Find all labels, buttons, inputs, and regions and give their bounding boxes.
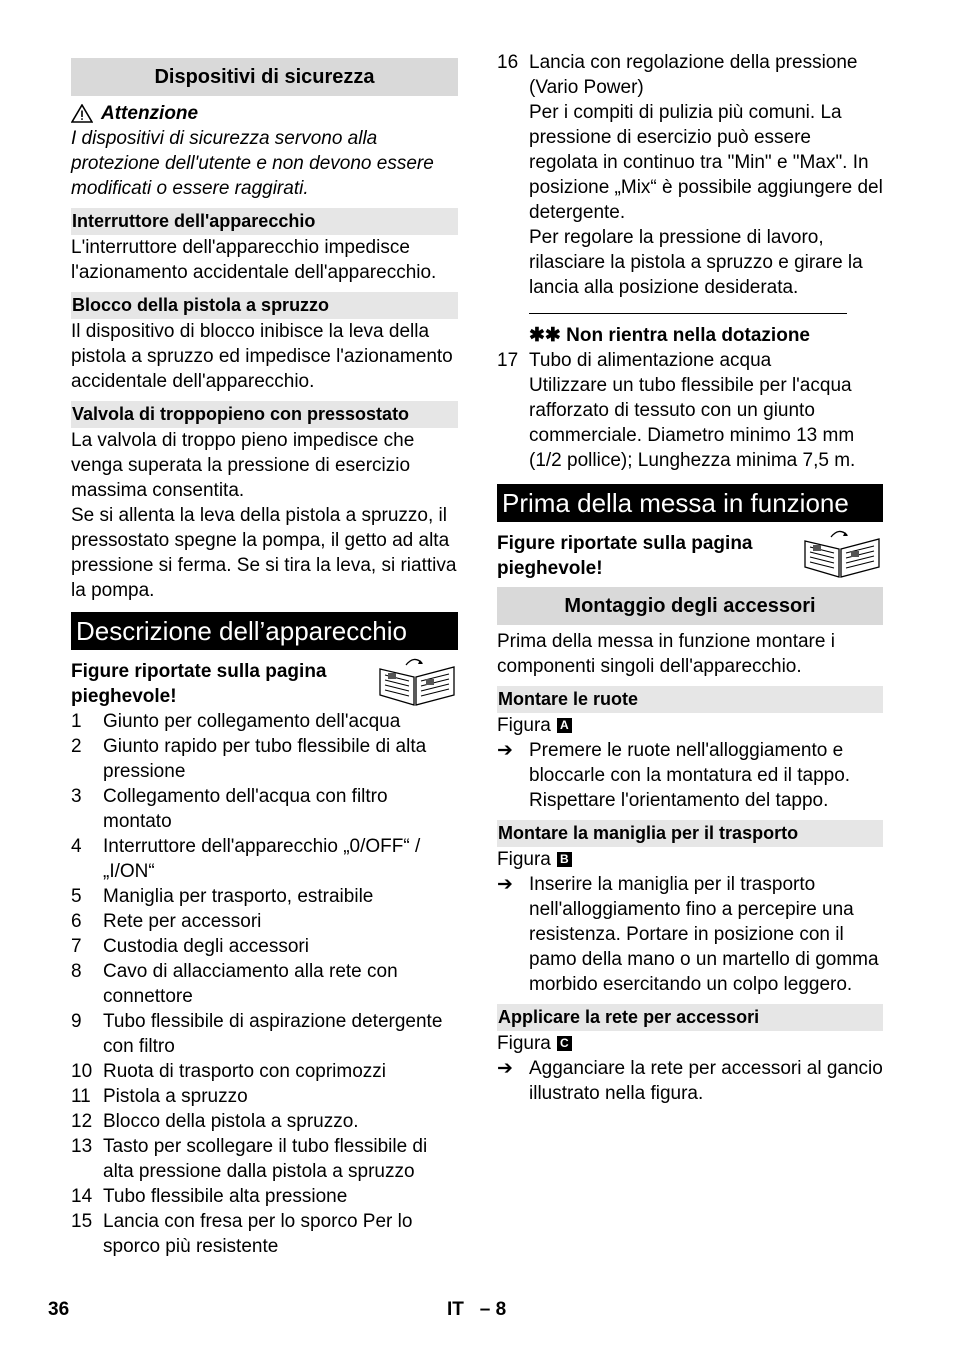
list-item-number: 7 [71, 936, 82, 957]
warning-text: I dispositivi di sicurezza servono alla protezione dell'utente e non devono essere modificati o essere raggirati. [71, 128, 434, 199]
accessories-text: Prima della messa in funzione montare i componenti singoli dell'apparecchio. [497, 631, 835, 677]
item16-text-2: Per regolare la pressione di lavoro, rilasciare la pistola a spruzzo e girare la lancia alla posizione desiderata. [529, 227, 863, 298]
lock-text: Il dispositivo di blocco inibisce la leva della pistola a spruzzo ed impedisce l'azionamento accidentale dell'apparecchio. [71, 321, 453, 392]
open-book-icon [376, 655, 458, 707]
list-item-text: Cavo di allacciamento alla rete con connettore [103, 961, 398, 1007]
figure-word: Figura [497, 849, 551, 870]
list-item-text: Lancia con fresa per lo sporco Per lo sporco più resistente [103, 1211, 413, 1257]
list-item-text: Giunto rapido per tubo flessibile di alta pressione [103, 736, 427, 782]
list-item-number: 6 [71, 911, 82, 932]
not-included-text: Non rientra nella dotazione [566, 325, 810, 346]
component-list-continued-2 [497, 348, 883, 373]
figure-note-text: Figure riportate sulla pagina pieghevole! [497, 533, 753, 579]
section-title-startup: Prima della messa in funzione [497, 484, 883, 522]
valve-text-1: La valvola di troppo pieno impedisce che venga superata la pressione di esercizio massima consentita. [71, 430, 415, 501]
component-list-continued [497, 50, 883, 100]
list-item [71, 709, 458, 734]
instruction-text: Agganciare la rete per accessori al gancio illustrato nella figura. [529, 1058, 883, 1104]
list-item-text: Maniglia per trasporto, estraibile [103, 886, 374, 907]
list-item [71, 909, 458, 934]
list-item-number: 13 [71, 1136, 93, 1157]
double-asterisk-icon: ✱✱ [529, 325, 561, 346]
list-item-text: Rete per accessori [103, 911, 262, 932]
figure-badge: A [557, 718, 572, 733]
subsection-title-valve: Valvola di troppopieno con pressostato [71, 401, 458, 428]
list-item [71, 1109, 458, 1134]
left-column [71, 50, 458, 1259]
list-item [71, 1134, 458, 1184]
list-item-number: 5 [71, 886, 82, 907]
valve-text-2: Se si allenta la leva della pistola a spruzzo, il pressostato spegne la pompa, il getto ad alta pressione si ferma. Se si tira la leva, si riattiva la pompa. [71, 505, 457, 601]
figure-word: Figura [497, 1033, 551, 1054]
list-item-number: 17 [497, 350, 519, 371]
list-item-text: Pistola a spruzzo [103, 1086, 248, 1107]
figure-badge: B [557, 852, 572, 867]
list-item-number: 12 [71, 1111, 93, 1132]
instruction-text: Inserire la maniglia per il trasporto nell'alloggiamento fino a percepire una resistenza. Portare in posizione con il pamo della mano o un martello di gomma morbido esercitando un colpo leggero. [529, 874, 879, 995]
list-item-text: Tasto per scollegare il tubo flessibile di alta pressione dalla pistola a spruzzo [103, 1136, 428, 1182]
right-arrow-icon: ➔ [497, 1058, 513, 1079]
list-item [71, 784, 458, 834]
list-item-text: Interruttore dell'apparecchio „0/OFF“ / „I/ON“ [103, 836, 421, 882]
warning-triangle-icon [71, 104, 93, 123]
language-page-label: IT – 8 [447, 1299, 507, 1320]
figure-badge: C [557, 1036, 572, 1051]
list-item [71, 1209, 458, 1259]
list-item [71, 734, 458, 784]
page-number: 36 [48, 1299, 70, 1320]
subsection-title-net: Applicare la rete per accessori [497, 1004, 883, 1031]
instruction-step [497, 872, 883, 997]
warning-label: Attenzione [101, 103, 199, 124]
figure-note-text: Figure riportate sulla pagina pieghevole! [71, 661, 327, 707]
list-item-text: Ruota di trasporto con coprimozzi [103, 1061, 387, 1082]
warning-heading [71, 101, 458, 126]
not-included-note [529, 323, 883, 348]
figure-note [71, 659, 458, 709]
list-item-number: 11 [71, 1086, 91, 1107]
right-arrow-icon: ➔ [497, 740, 513, 761]
component-list [71, 709, 458, 1259]
list-item-text: Custodia degli accessori [103, 936, 309, 957]
list-item [497, 348, 883, 373]
list-item-text: Giunto per collegamento dell'acqua [103, 711, 401, 732]
list-item-number: 9 [71, 1011, 82, 1032]
list-item [71, 1184, 458, 1209]
list-item [71, 884, 458, 909]
subsection-title-switch: Interruttore dell'apparecchio [71, 208, 458, 235]
right-arrow-icon: ➔ [497, 874, 513, 895]
open-book-icon [801, 527, 883, 579]
list-item-number: 15 [71, 1211, 93, 1232]
instruction-step [497, 738, 883, 813]
list-item [71, 1059, 458, 1084]
list-item-number: 14 [71, 1186, 93, 1207]
item16-text-1: Per i compiti di pulizia più comuni. La pressione di esercizio può essere regolata in continuo tra "Min" e "Max". In posizione „Mix“ è possibile aggiungere del detergente. [529, 102, 883, 223]
switch-text: L'interruttore dell'apparecchio impedisce l'azionamento accidentale dell'apparecchio. [71, 237, 437, 283]
list-item-text: Lancia con regolazione della pressione (Vario Power) [529, 52, 858, 98]
figure-reference [497, 847, 883, 872]
list-item-text: Tubo di alimentazione acqua [529, 350, 772, 371]
list-item [71, 1084, 458, 1109]
right-column [497, 50, 883, 1106]
list-item [71, 1009, 458, 1059]
divider [529, 300, 847, 314]
list-item [71, 959, 458, 1009]
figure-word: Figura [497, 715, 551, 736]
item17-text: Utilizzare un tubo flessibile per l'acqua rafforzato di tessuto con un giunto commerciale. Diametro minimo 13 mm (1/2 pollice); Lunghezza minima 7,5 m. [529, 375, 856, 471]
list-item-number: 16 [497, 52, 519, 73]
subsection-title-lock: Blocco della pistola a spruzzo [71, 292, 458, 319]
list-item [71, 834, 458, 884]
figure-note [497, 531, 883, 581]
list-item-number: 1 [71, 711, 82, 732]
subsection-title-handle: Montare la maniglia per il trasporto [497, 820, 883, 847]
list-item-number: 2 [71, 736, 82, 757]
instruction-step [497, 1056, 883, 1106]
subsection-title-wheels: Montare le ruote [497, 686, 883, 713]
figure-reference [497, 713, 883, 738]
figure-reference [497, 1031, 883, 1056]
list-item-text: Tubo flessibile di aspirazione detergente con filtro [103, 1011, 443, 1057]
list-item-text: Collegamento dell'acqua con filtro montato [103, 786, 388, 832]
list-item [497, 50, 883, 100]
list-item-number: 10 [71, 1061, 93, 1082]
section-title-safety: Dispositivi di sicurezza [71, 58, 458, 96]
list-item-number: 8 [71, 961, 82, 982]
list-item [71, 934, 458, 959]
list-item-text: Blocco della pistola a spruzzo. [103, 1111, 359, 1132]
section-title-accessories: Montaggio degli accessori [497, 587, 883, 625]
section-title-description: Descrizione dell’apparecchio [71, 612, 458, 650]
list-item-number: 4 [71, 836, 82, 857]
list-item-number: 3 [71, 786, 82, 807]
instruction-text: Premere le ruote nell'alloggiamento e bloccarle con la montatura ed il tappo. Rispettare l'orientamento del tappo. [529, 740, 851, 811]
list-item-text: Tubo flessibile alta pressione [103, 1186, 348, 1207]
